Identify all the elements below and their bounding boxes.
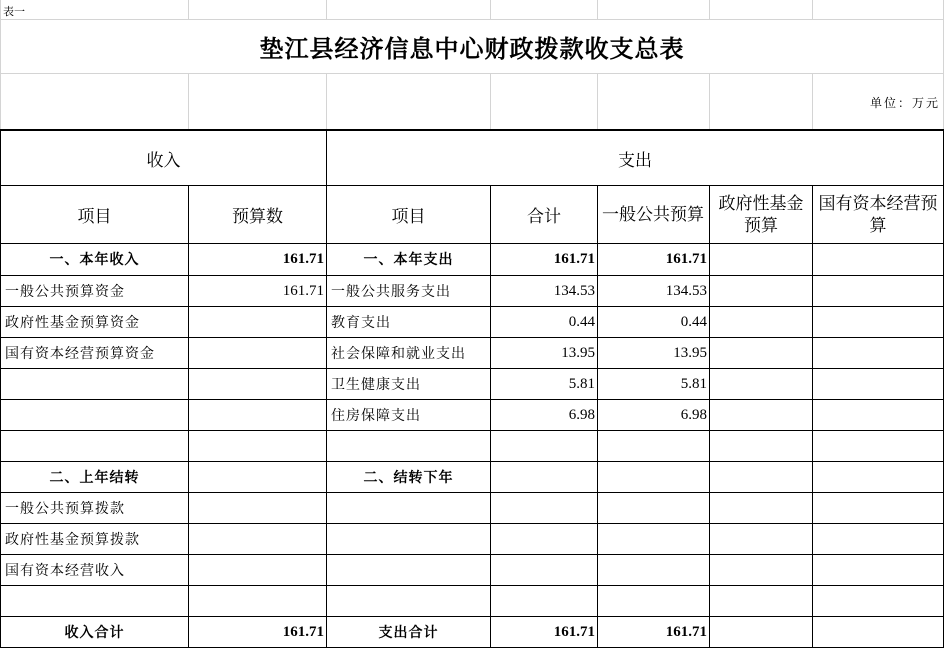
gridline bbox=[597, 74, 598, 130]
cell-ex-item: 二、结转下年 bbox=[363, 470, 454, 486]
cell-general: 134.53 bbox=[665, 282, 707, 299]
cell-ex-item: 社会保障和就业支出 bbox=[331, 346, 466, 362]
gridline bbox=[490, 74, 491, 130]
gridline bbox=[709, 0, 710, 20]
cell-in-item: 政府性基金预算拨款 bbox=[5, 532, 140, 548]
cell-ex-item bbox=[327, 555, 490, 585]
cell-in-item: 收入合计 bbox=[64, 625, 125, 641]
cell-in-item: 一般公共预算资金 bbox=[5, 284, 125, 300]
cell-general: 161.71 bbox=[665, 623, 707, 640]
cell-ex-item bbox=[327, 524, 490, 554]
unit-label: 单位：万元 bbox=[869, 95, 940, 110]
cell-general bbox=[598, 431, 709, 461]
cell-in-val: 161.71 bbox=[282, 250, 324, 267]
gridline bbox=[812, 0, 813, 20]
cell-ex-item bbox=[327, 586, 490, 616]
cell-in-val bbox=[189, 307, 326, 337]
col-total: 合计 bbox=[527, 207, 561, 227]
cell-in-item: 二、上年结转 bbox=[49, 470, 140, 486]
cell-in-item bbox=[1, 586, 188, 616]
gridline bbox=[490, 0, 491, 20]
cell-general: 6.98 bbox=[680, 406, 707, 423]
cell-ex-item: 住房保障支出 bbox=[331, 408, 421, 424]
cell-in-val bbox=[189, 431, 326, 461]
cell-in-val bbox=[189, 555, 326, 585]
cell-in-val bbox=[189, 493, 326, 523]
cell-total: 0.44 bbox=[568, 313, 595, 330]
cell-ex-item bbox=[327, 493, 490, 523]
table-border bbox=[709, 186, 710, 648]
corner-label: 表一 bbox=[3, 5, 25, 18]
col-income-budget: 预算数 bbox=[232, 207, 283, 227]
cell-in-val bbox=[189, 524, 326, 554]
cell-ex-item: 教育支出 bbox=[331, 315, 391, 331]
gridline bbox=[597, 0, 598, 20]
cell-in-val bbox=[189, 338, 326, 368]
cell-in-item bbox=[1, 431, 188, 461]
cell-in-item: 国有资本经营预算资金 bbox=[5, 346, 155, 362]
cell-total bbox=[491, 493, 597, 523]
cell-in-item bbox=[1, 369, 188, 399]
cell-in-item: 国有资本经营收入 bbox=[5, 563, 125, 579]
col-gov-fund: 政府性基金预算 bbox=[718, 193, 804, 236]
cell-total bbox=[491, 586, 597, 616]
cell-total bbox=[491, 555, 597, 585]
cell-general bbox=[598, 462, 709, 492]
cell-general bbox=[598, 586, 709, 616]
cell-in-val: 161.71 bbox=[282, 282, 324, 299]
cell-ex-item: 一般公共服务支出 bbox=[331, 284, 451, 300]
cell-total bbox=[491, 431, 597, 461]
cell-total: 6.98 bbox=[568, 406, 595, 423]
gridline bbox=[188, 74, 189, 130]
table-border bbox=[812, 186, 813, 648]
page-title: 垫江县经济信息中心财政拨款收支总表 bbox=[259, 34, 685, 63]
col-general-public: 一般公共预算 bbox=[602, 204, 704, 225]
cell-total: 161.71 bbox=[553, 250, 595, 267]
cell-in-item: 一般公共预算拨款 bbox=[5, 501, 125, 517]
cell-general bbox=[598, 555, 709, 585]
cell-general: 161.71 bbox=[665, 250, 707, 267]
cell-total: 13.95 bbox=[561, 344, 595, 361]
col-expense-item: 项目 bbox=[391, 207, 426, 227]
gridline bbox=[709, 74, 710, 130]
gridline bbox=[188, 0, 189, 20]
cell-in-item: 一、本年收入 bbox=[49, 252, 140, 268]
cell-in-val bbox=[189, 400, 326, 430]
cell-total: 5.81 bbox=[568, 375, 595, 392]
cell-in-val bbox=[189, 586, 326, 616]
cell-general bbox=[598, 493, 709, 523]
expense-header: 支出 bbox=[618, 150, 652, 171]
cell-general: 0.44 bbox=[680, 313, 707, 330]
cell-total bbox=[491, 462, 597, 492]
cell-ex-item: 支出合计 bbox=[378, 625, 439, 641]
cell-general bbox=[598, 524, 709, 554]
cell-ex-item: 卫生健康支出 bbox=[331, 377, 421, 393]
cell-in-val bbox=[189, 462, 326, 492]
cell-ex-item bbox=[327, 431, 490, 461]
col-income-item: 项目 bbox=[77, 207, 112, 227]
income-header: 收入 bbox=[146, 150, 181, 171]
col-state-capital: 国有资本经营预算 bbox=[818, 193, 938, 236]
cell-total: 161.71 bbox=[553, 623, 595, 640]
cell-ex-item: 一、本年支出 bbox=[363, 252, 454, 268]
gridline bbox=[326, 74, 327, 130]
cell-in-item: 政府性基金预算资金 bbox=[5, 315, 140, 331]
gridline bbox=[326, 0, 327, 20]
cell-total: 134.53 bbox=[553, 282, 595, 299]
cell-general: 13.95 bbox=[673, 344, 707, 361]
cell-in-item bbox=[1, 400, 188, 430]
gridline bbox=[0, 73, 944, 74]
cell-in-val bbox=[189, 369, 326, 399]
cell-total bbox=[491, 524, 597, 554]
cell-general: 5.81 bbox=[680, 375, 707, 392]
cell-in-val: 161.71 bbox=[282, 623, 324, 640]
